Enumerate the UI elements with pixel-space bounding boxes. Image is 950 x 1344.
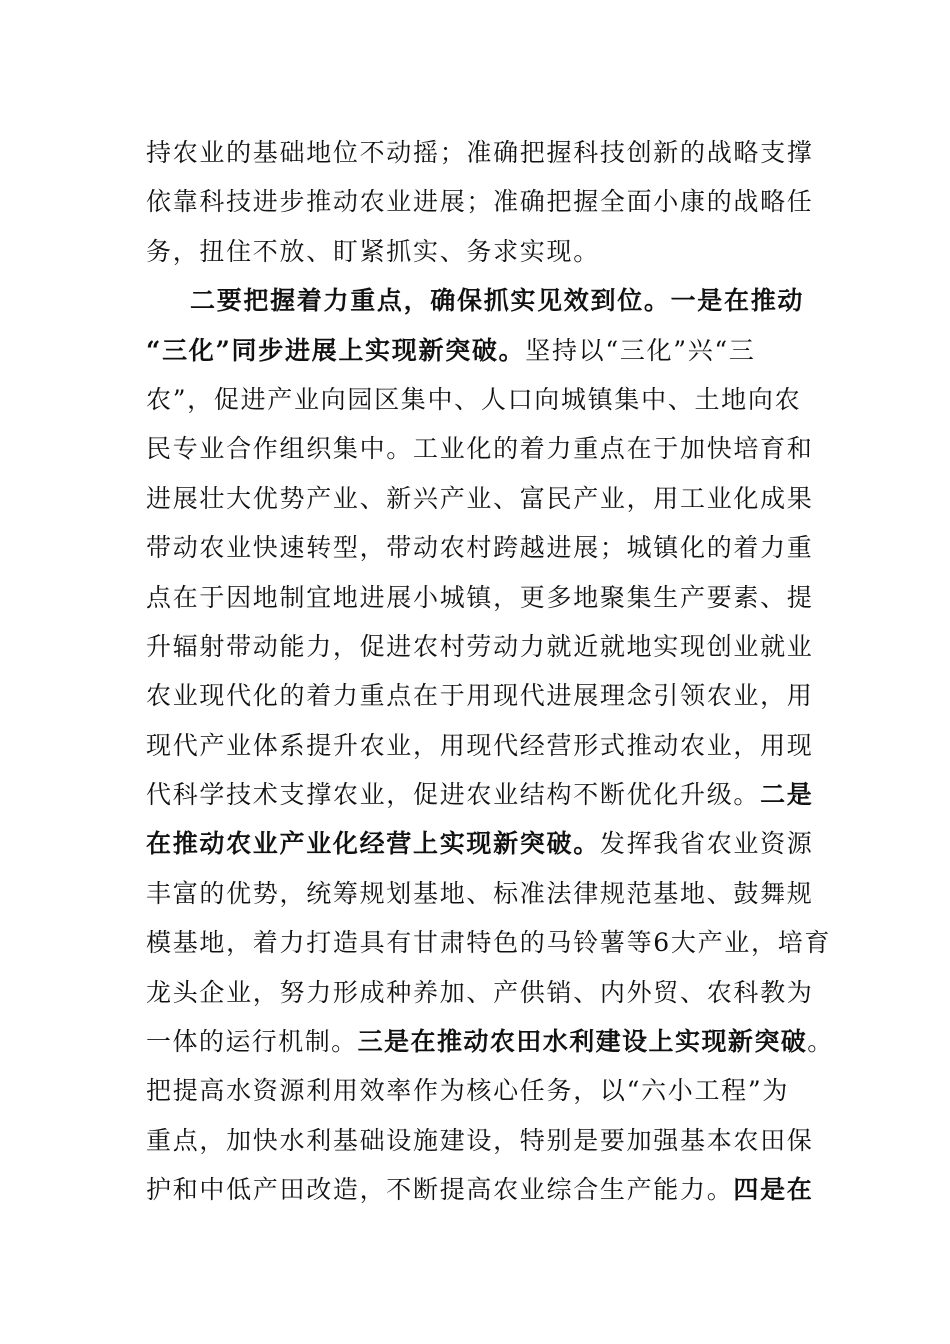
- text-run: 点在于因地制宜地进展小城镇，更多地聚集生产要素、提: [146, 582, 814, 612]
- text-run: 。: [807, 1027, 834, 1057]
- text-line: [146, 128, 826, 177]
- text-line: [146, 227, 826, 276]
- text-run: 农业现代化的着力重点在于用现代进展理念引领农业，用: [146, 681, 814, 711]
- text-run: 龙头企业，努力形成种养加、产供销、内外贸、农科教为: [146, 977, 814, 1007]
- text-line: [146, 177, 826, 226]
- text-line: [146, 968, 826, 1017]
- text-run: 升辐射带动能力，促进农村劳动力就近就地实现创业就业: [146, 631, 814, 661]
- text-run: 丰富的优势，统筹规划基地、标准法律规范基地、鼓舞规: [146, 878, 814, 908]
- text-run: 代科学技术支撑农业，促进农业结构不断优化升级。: [146, 780, 761, 810]
- text-run: 民专业合作组织集中。工业化的着力重点在于加快培育和: [146, 434, 814, 464]
- text-line: [146, 276, 826, 325]
- text-line: [146, 869, 826, 918]
- text-line: [146, 375, 826, 424]
- text-line: [146, 1017, 834, 1066]
- bold-text-run: 四是在: [733, 1175, 814, 1205]
- text-line: [146, 918, 832, 967]
- text-line: [146, 1165, 826, 1214]
- text-run: 依靠科技进步推动农业进展；准确把握全面小康的战略任: [146, 187, 814, 217]
- bold-text-run: 在推动农业产业化经营上实现新突破。: [146, 829, 600, 859]
- text-line: [146, 1066, 826, 1115]
- bold-text-run: 二是: [760, 780, 814, 810]
- text-run: 进展壮大优势产业、新兴产业、富民产业，用工业化成果: [146, 483, 814, 513]
- text-line: [146, 326, 826, 375]
- text-line: [146, 770, 826, 819]
- text-run: 重点，加快水利基础设施建设，特别是要加强基本农田保: [146, 1125, 814, 1155]
- text-line: [146, 671, 826, 720]
- text-line: [146, 474, 826, 523]
- text-run: 持农业的基础地位不动摇；准确把握科技创新的战略支撑: [146, 138, 814, 167]
- text-line: [146, 819, 826, 868]
- bold-text-run: “三化”同步进展上实现新突破。: [146, 335, 526, 365]
- text-run: 务，扭住不放、盯紧抓实、务求实现。: [146, 236, 600, 266]
- text-line: [146, 622, 826, 671]
- text-run: 护和中低产田改造，不断提高农业综合生产能力。: [146, 1175, 734, 1205]
- text-line: [146, 424, 826, 473]
- text-run: 农”，促进产业向园区集中、人口向城镇集中、土地向农: [146, 384, 802, 414]
- text-run: 模基地，着力打造具有甘肃特色的马铃薯等6大产业，培育: [146, 928, 832, 958]
- text-line: [146, 721, 826, 770]
- text-run: 把提高水资源利用效率作为核心任务，以“六小工程”为: [146, 1076, 790, 1106]
- text-line: [146, 1116, 826, 1165]
- text-run: 一体的运行机制。: [146, 1027, 358, 1057]
- body-text: [146, 128, 834, 1215]
- text-line: [146, 573, 826, 622]
- text-run: 现代产业体系提升农业，用现代经营形式推动农业，用现: [146, 730, 814, 760]
- bold-text-run: 二要把握着力重点，确保抓实见效到位。一是在推动: [190, 286, 805, 316]
- text-run: 坚持以“三化”兴“三: [525, 335, 756, 365]
- text-line: [146, 523, 826, 572]
- text-run: 带动农业快速转型，带动农村跨越进展；城镇化的着力重: [146, 533, 814, 563]
- bold-text-run: 三是在推动农田水利建设上实现新突破: [357, 1027, 808, 1057]
- text-run: 发挥我省农业资源: [599, 829, 814, 859]
